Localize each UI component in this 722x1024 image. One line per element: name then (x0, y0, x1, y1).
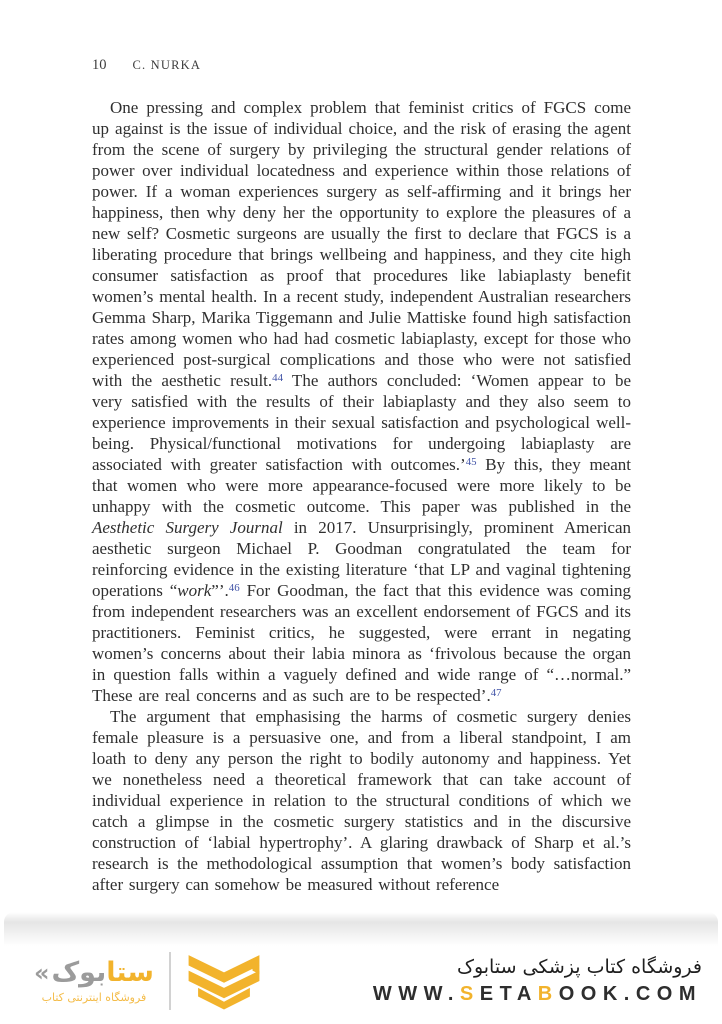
text-segment: The authors concluded: ‘Women appear to be very satisfied with the results of their labiaplasty and they also seem to experience improvements in their sexual satisfaction and psychological well-being. Physical/functional motivations for undergoing labiaplasty are associated with greater satisfaction with outcomes.’ (92, 371, 631, 474)
footnote-ref[interactable]: 44 (272, 372, 284, 385)
setabook-wordmark-block (34, 958, 154, 1004)
page-number: 10 (92, 57, 107, 73)
text-segment: work (177, 581, 212, 600)
text-segment: By this, they meant that women who were more appearance-focused were more likely to be unhappy with the cosmetic outcome. This paper was published in the (92, 455, 631, 516)
footnote-ref[interactable]: 46 (228, 582, 240, 595)
text-segment: One pressing and complex problem that feminist critics of FGCS come up against is the issue of individual choice, and the risk of erasing the agent from the scene of surgery by privileging the structural gender relations of power over individual locatedness and experience within those relations of power. If a woman experiences surgery as self-affirming and it brings her happiness, then why deny her the opportunity to explore the pleasures of a new self? Cosmetic surgeons are usually the first to declare that FGCS is a liberating procedure that brings wellbeing and happiness, and they cite high consumer satisfaction as proof that procedures like labiaplasty benefit women’s mental health. In a recent study, independent Australian researchers Gemma Sharp, Marika Tiggemann and Julie Mattiske found high satisfaction rates among women who had had cosmetic labiaplasty, except for those who experienced post-surgical complications and those who were not satisfied with the aesthetic result. (92, 98, 631, 390)
setabook-wordmark (34, 958, 154, 988)
wordmark-part-seta: ستا (106, 957, 154, 989)
text-segment: The argument that emphasising the harms of cosmetic surgery denies female pleasure is a persuasive one, and from a liberal standpoint, I am loath to deny any person the right to bodily autonomy and happiness. Yet we nonetheless need a theoretical framework that can take account of individual experience in relation to the structural conditions of which we catch a glimpse in the cosmetic surgery statistics and in the discursive construction of ‘labial hypertrophy’. A glaring drawback of Sharp et al.’s research is the methodological assumption that women’s body satisfaction after surgery can somehow be measured without reference (92, 707, 631, 894)
text-segment: ETA (479, 983, 538, 1005)
body-paragraph (92, 706, 631, 895)
running-head-author: C. NURKA (132, 58, 202, 72)
store-info (373, 956, 702, 1006)
text-segment: S (459, 983, 480, 1005)
footnote-ref[interactable]: 47 (490, 687, 502, 700)
body-paragraph (92, 97, 631, 706)
text-segment: For Goodman, the fact that this evidence was coming from independent researchers was an excellent endorsement of FGCS and its practitioners. Feminist critics, he suggested, were errant in negating women’s concerns about their labia minora as ‘frivolous because the organ in question falls within a vaguely defined and wide range of “…normal.” These are real concerns and as such are to be respected’. (92, 581, 632, 705)
footnote-ref[interactable]: 45 (465, 456, 477, 469)
website-url-link[interactable] (373, 983, 702, 1006)
brand-tagline: فروشگاه اینترنتی کتاب (41, 990, 147, 1004)
logo-divider (169, 952, 171, 1010)
text-segment: Aesthetic Surgery Journal (92, 518, 283, 537)
store-title: فروشگاه کتاب پزشکی ستابوک (456, 956, 702, 978)
wordmark-part-book: بوک (51, 957, 107, 989)
page-body-text (92, 97, 631, 895)
setabook-s-chevron-emblem-icon (186, 952, 262, 1010)
text-segment: in 2017. Unsurprisingly, prominent American aesthetic surgeon Michael P. Goodman congratulated the team for reinforcing evidence in the existing literature ‘that LP and vaginal tightening operations “ (92, 518, 632, 600)
text-segment: ”’. (211, 581, 229, 600)
double-chevron-icon: « (34, 958, 50, 987)
text-segment: OOK.COM (558, 983, 702, 1005)
setabook-logo (34, 952, 262, 1010)
watermark-footer (0, 946, 722, 1024)
text-segment: B (537, 983, 559, 1005)
page-bottom-shadow (4, 912, 718, 946)
text-segment: WWW. (372, 983, 460, 1005)
running-header (92, 57, 201, 74)
